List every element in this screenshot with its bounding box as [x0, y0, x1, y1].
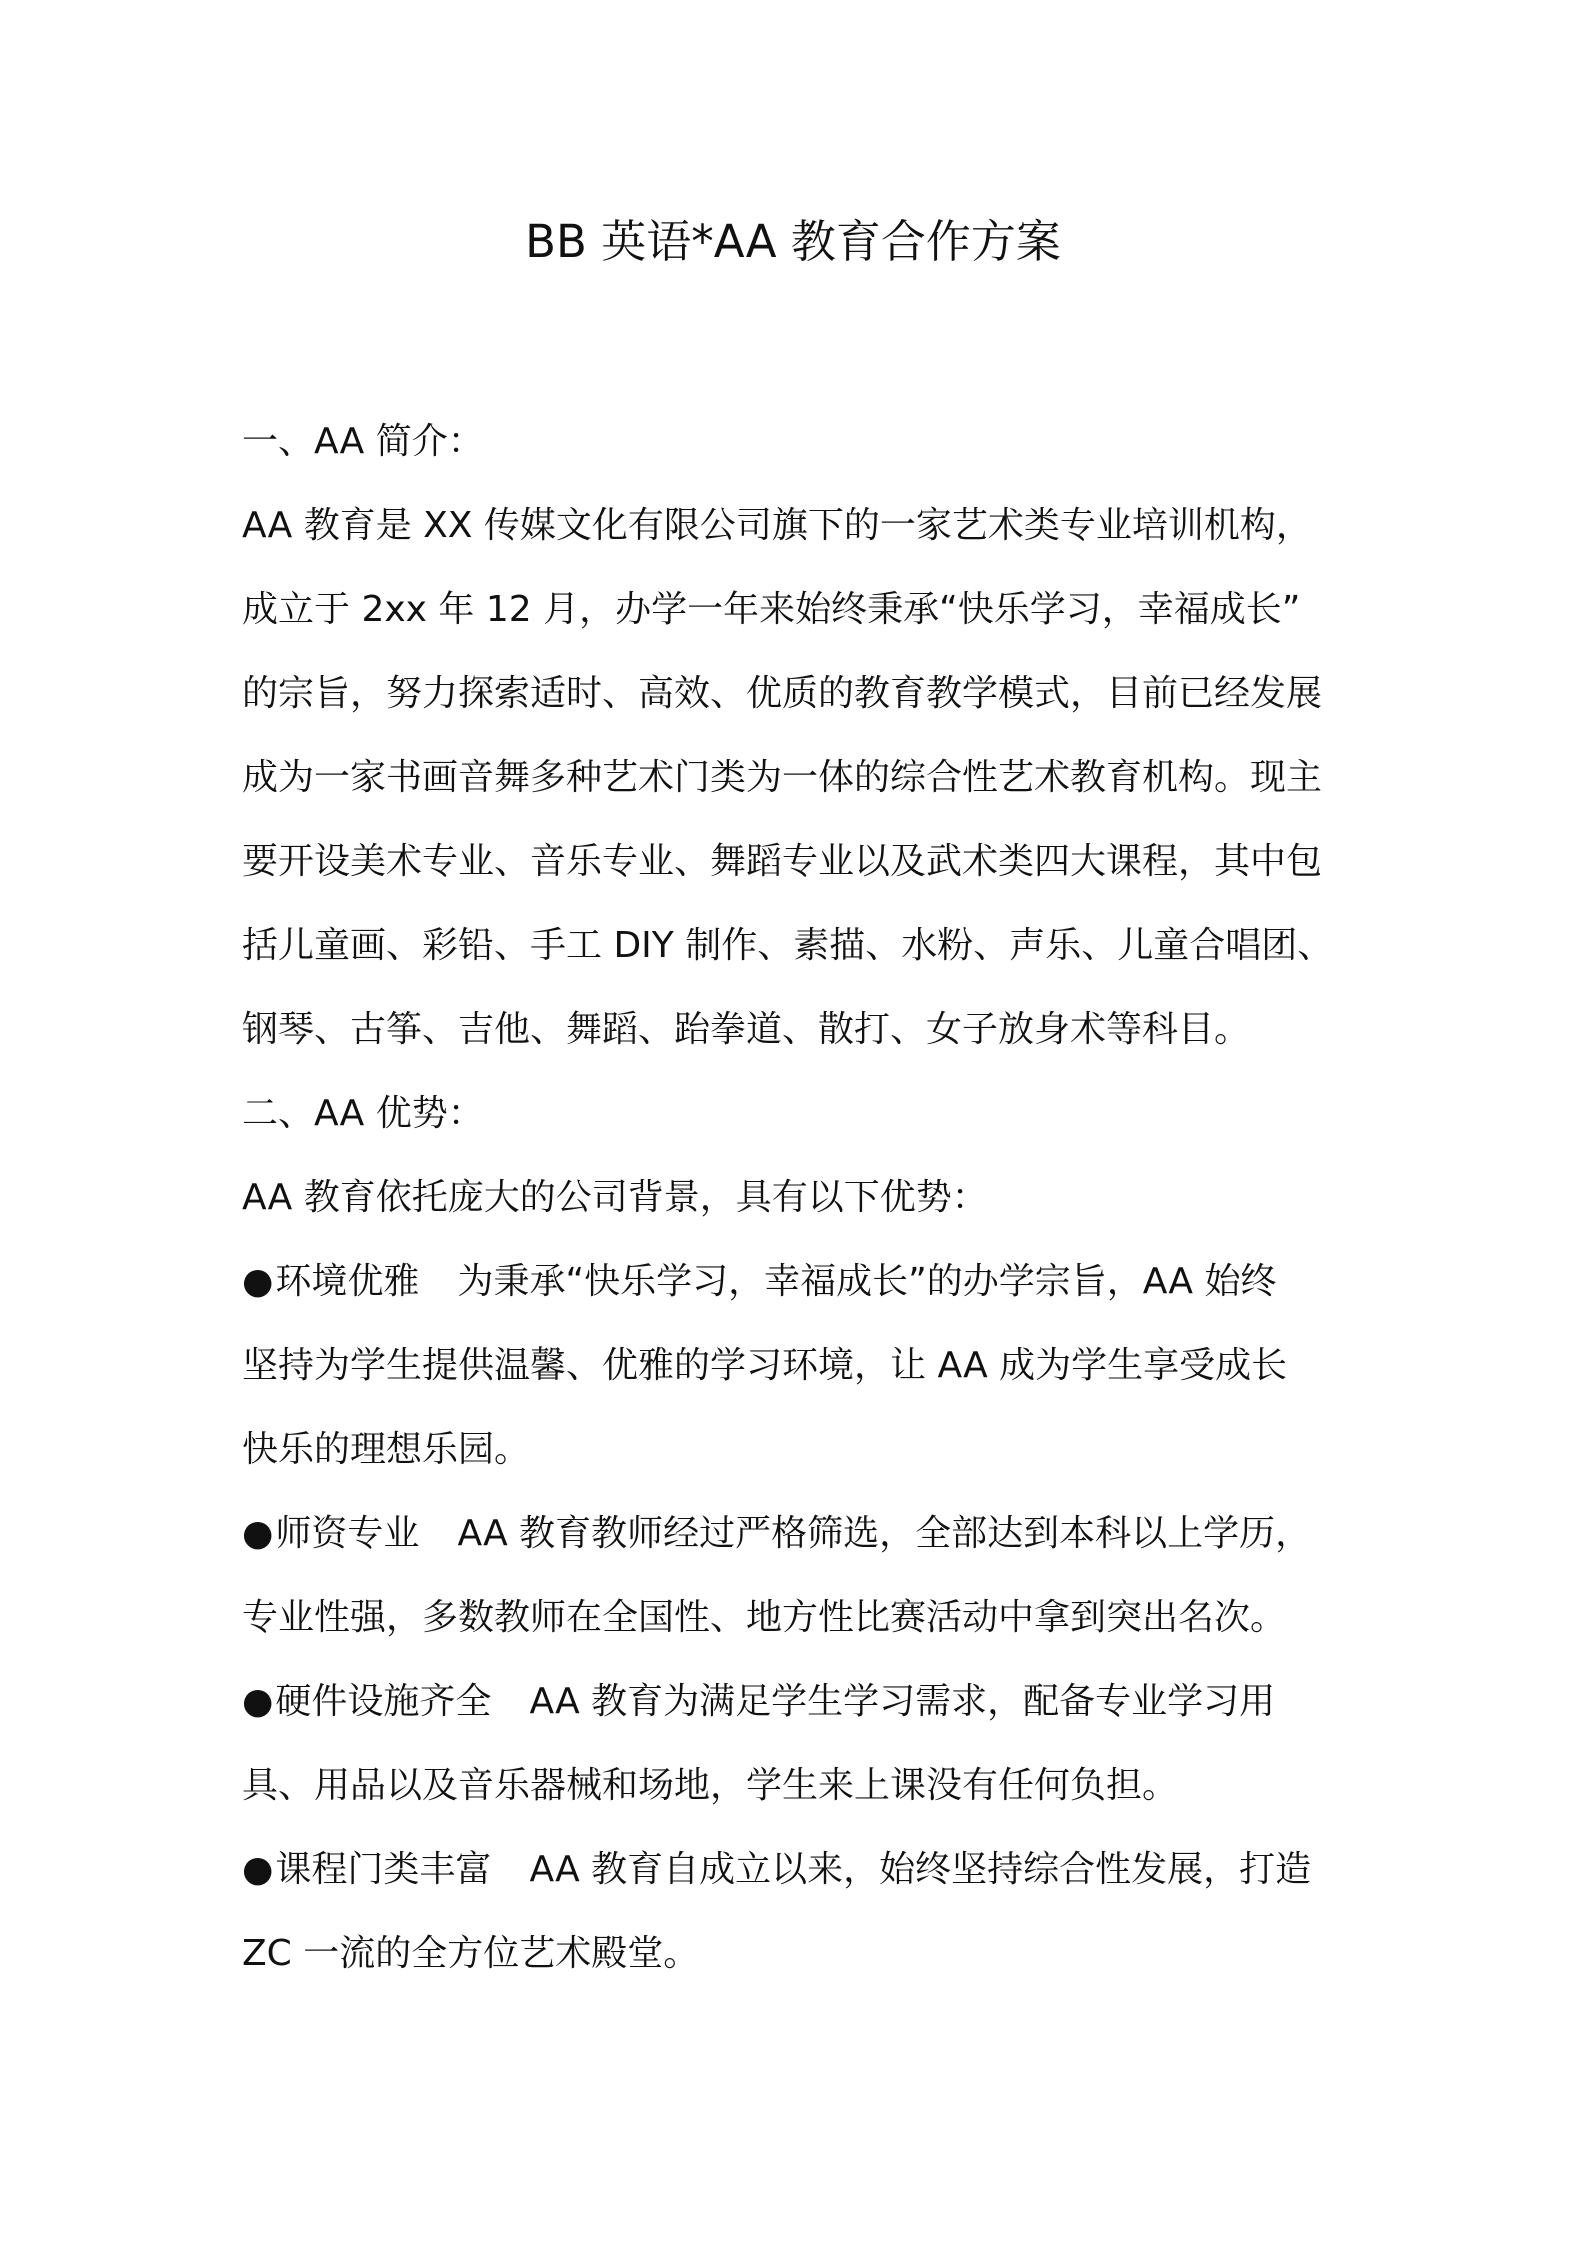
section-1-line: 钢琴、古筝、吉他、舞蹈、跆拳道、散打、女子放身术等科目。 — [242, 1009, 1251, 1050]
advantage-item-first-line — [242, 1250, 1352, 1334]
advantage-text: AA 教育为满足学生学习需求，配备专业学习用 — [529, 1681, 1276, 1722]
document-title: BB 英语*AA 教育合作方案 — [525, 215, 1061, 268]
section-1-line: 成立于 2xx 年 12 月，办学一年来始终秉承“快乐学习，幸福成长” — [242, 589, 1301, 630]
bullet-icon: ● — [242, 1513, 274, 1554]
advantage-item-first-line — [242, 1502, 1352, 1586]
bullet-icon: ● — [242, 1681, 274, 1722]
advantage-term: 环境优雅 — [275, 1261, 420, 1302]
advantage-item-first-line — [242, 1838, 1352, 1922]
advantage-text: AA 教育教师经过严格筛选，全部达到本科以上学历， — [457, 1513, 1312, 1554]
advantage-text: 为秉承“快乐学习，幸福成长”的办学宗旨，AA 始终 — [457, 1261, 1277, 1302]
section-1-line: AA 教育是 XX 传媒文化有限公司旗下的一家艺术类专业培训机构， — [242, 505, 1312, 546]
advantage-item-line: 快乐的理想乐园。 — [242, 1429, 531, 1470]
advantage-item-line: 具、用品以及音乐器械和场地，学生来上课没有任何负担。 — [242, 1765, 1179, 1806]
advantage-item-line: 坚持为学生提供温馨、优雅的学习环境，让 AA 成为学生享受成长 — [242, 1345, 1288, 1386]
section-1-line: 要开设美术专业、音乐专业、舞蹈专业以及武术类四大课程，其中包 — [242, 841, 1323, 882]
advantage-term: 师资专业 — [275, 1513, 420, 1554]
section-1-heading: 一、AA 简介： — [242, 421, 484, 462]
advantage-text: AA 教育自成立以来，始终坚持综合性发展，打造 — [529, 1849, 1312, 1890]
section-1-line: 的宗旨，努力探索适时、高效、优质的教育教学模式，目前已经发展 — [242, 673, 1323, 714]
section-1-line: 成为一家书画音舞多种艺术门类为一体的综合性艺术教育机构。现主 — [242, 757, 1323, 798]
bullet-icon: ● — [242, 1261, 274, 1302]
document-body — [242, 410, 1352, 2006]
section-1-line: 括儿童画、彩铅、手工 DIY 制作、素描、水粉、声乐、儿童合唱团、 — [242, 925, 1334, 966]
advantage-item-line: ZC 一流的全方位艺术殿堂。 — [242, 1933, 700, 1974]
section-2-intro: AA 教育依托庞大的公司背景，具有以下优势： — [242, 1177, 988, 1218]
section-2-heading: 二、AA 优势： — [242, 1093, 484, 1134]
advantage-item-line: 专业性强，多数教师在全国性、地方性比赛活动中拿到突出名次。 — [242, 1597, 1287, 1638]
advantage-item-first-line — [242, 1670, 1352, 1754]
advantage-term: 课程门类丰富 — [275, 1849, 492, 1890]
bullet-icon: ● — [242, 1849, 274, 1890]
advantage-term: 硬件设施齐全 — [275, 1681, 492, 1722]
